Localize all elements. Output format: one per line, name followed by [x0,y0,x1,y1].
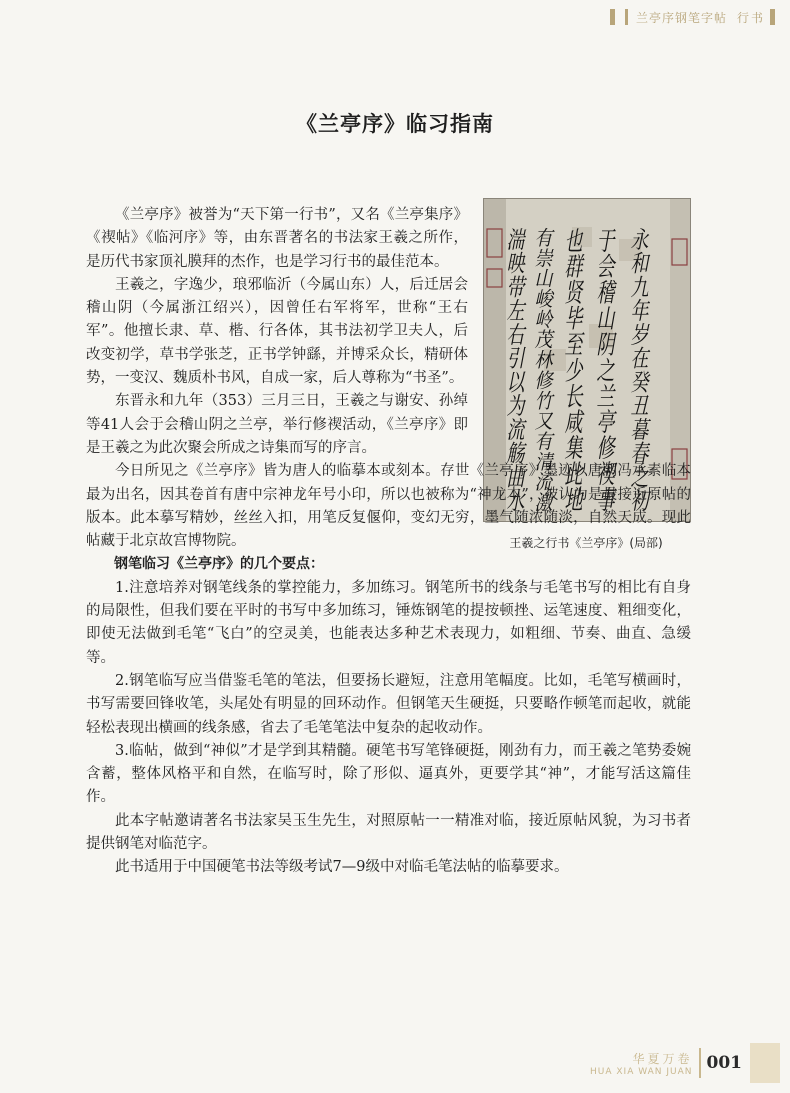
footer-series-en: HUA XIA WAN JUAN [590,1066,693,1077]
paragraph-credits: 此本字帖邀请著名书法家吴玉生先生，对照原帖一一精准对临，接近原帖风貌，为习书者提供钢笔对临范字。 [86,812,691,853]
header-bar-right [770,9,775,25]
page-title: 《兰亭序》临习指南 [296,111,494,136]
header-subtitle: 行书 [736,10,765,25]
calligraphy-column-3: 也群贤毕至少长咸集此地 [561,227,583,425]
footer-series [590,1050,693,1077]
footer-decor-block [750,1043,780,1083]
footer-divider [699,1048,701,1078]
footer-series-cn: 华夏万卷 [632,1051,693,1066]
paragraph-point-3: 3.临帖，做到“神似”才是学到其精髓。硬笔书写笔锋硬挺，刚劲有力，而王羲之笔势委婉含蓄，整体风格平和自然，在临写时，除了形似、逼真外，更要学其“神”，才能写活这篇佳作。 [86,742,691,806]
page-footer [590,1043,780,1083]
paragraph-point-2: 2.钢笔临写应当借鉴毛笔的笔法，但要扬长避短，注意用笔幅度。比如，毛笔写横画时，书写需要回锋收笔，头尾处有明显的回环动作。但钢笔天生硬挺，只要略作顿笔而起收，就能轻松表现出横画的线条感，省去了毛笔笔法中复杂的起收动作。 [86,672,691,736]
calligraphy-column-1: 永和九年岁在癸丑暮春之初 [627,227,649,443]
paragraph-usage: 此书适用于中国硬笔书法等级考试7—9级中对临毛笔法帖的临摹要求。 [115,859,569,876]
calligraphy-column-2: 于会稽山阴之兰亭修禊事 [593,227,615,425]
paragraph-copies: 今日所见之《兰亭序》皆为唐人的临摹本或刻本。存世《兰亭序》墨迹以唐朝冯承素临本最为出名，因其卷首有唐中宗神龙年号小印，所以也被称为“神龙本”，被认为是最接近原帖的版本。此本摹写精妙，丝丝入扣，用笔反复偃仰，变幻无穷，墨气随浓随淡，自然天成。现此帖藏于北京故宫博物院。 [86,463,691,550]
figure-caption: 王羲之行书《兰亭序》(局部) [509,536,663,550]
paragraph-origin: 东晋永和九年（353）三月三日，王羲之与谢安、孙绰等41人会于会稽山阴之兰亭，举行修禊活动，《兰亭序》即是王羲之为此次聚会所成之诗集而写的序言。 [86,393,468,456]
page-number: 001 [706,1053,742,1073]
paragraph-point-1: 1.注意培养对钢笔线条的掌控能力，多加练习。钢笔所书的线条与毛笔书写的相比有自身的局限性，但我们要在平时的书写中多加练习，锤炼钢笔的提按顿挫、运笔速度、粗细变化，即使无法做到毛笔“飞白”的空灵美，也能表达多种艺术表现力，如粗细、节奏、曲直、急缓等。 [86,579,691,666]
paragraph-wang-xizhi: 王羲之，字逸少，琅邪临沂（今属山东）人，后迁居会稽山阴（今属浙江绍兴），因曾任右军将军，世称“王右军”。他擅长隶、草、楷、行各体，其书法初学卫夫人，后改变初学，草书学张芝，正书学钟繇，并博采众长，精研体势，一变汉、魏质朴书风，自成一家，后人尊称为“书圣”。 [86,276,468,387]
body-text [86,204,691,880]
header-bar-left-thin [625,9,628,25]
paragraph-intro: 《兰亭序》被誉为“天下第一行书”，又名《兰亭集序》《禊帖》《临河序》等，由东晋著名的书法家王羲之所作，是历代书家顶礼膜拜的杰作，也是学习行书的最佳范本。 [86,207,468,270]
running-header [605,6,780,28]
section-heading: 钢笔临习《兰亭序》的几个要点： [114,556,324,573]
calligraphy-column-4: 有崇山峻岭茂林修竹又有清流激 [531,227,553,479]
header-book-title: 兰亭序钢笔字帖 [635,10,727,25]
header-bar-left [610,9,615,25]
calligraphy-column-5: 湍映带左右引以为流觞曲水 [503,227,525,443]
